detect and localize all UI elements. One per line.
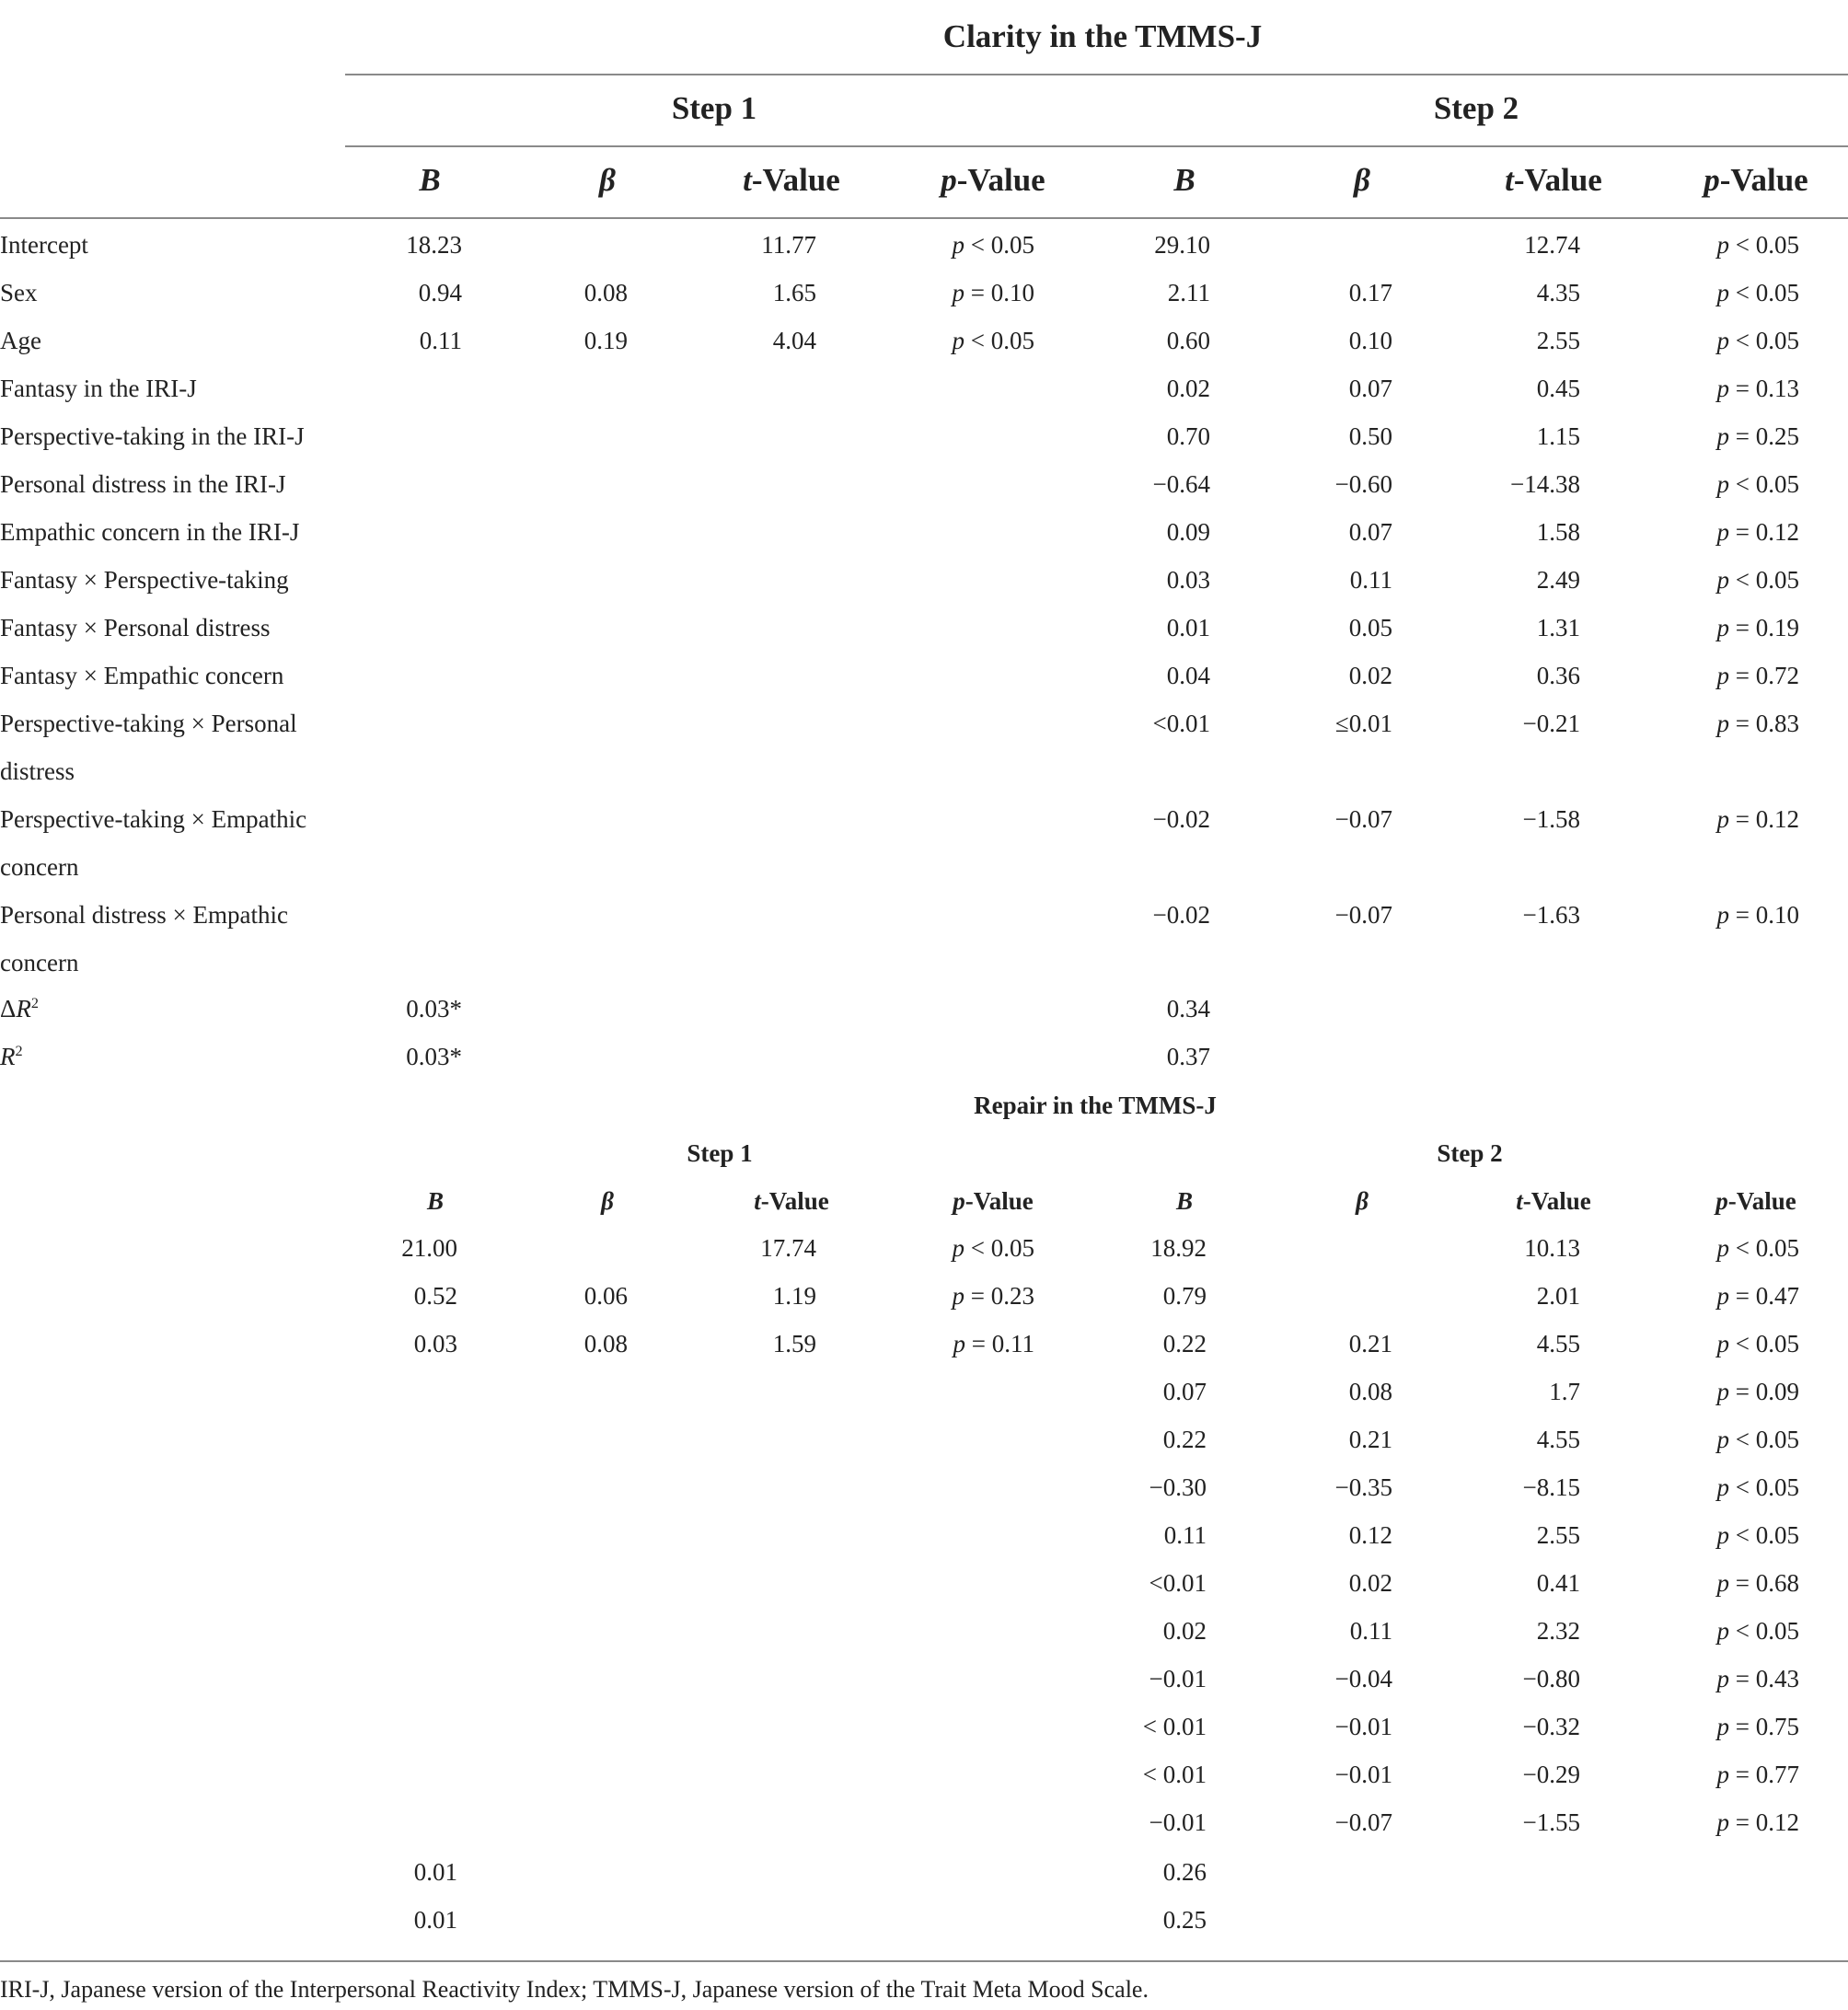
- repair-cell-s2-beta: 0.21: [1348, 1330, 1392, 1357]
- repair-cell-s2-p-value: p = 0.75: [1716, 1713, 1799, 1740]
- clarity-cell-s1-p-value: p < 0.05: [952, 231, 1034, 259]
- repair-cell-s1-b: 21.00: [401, 1234, 457, 1262]
- repair-cell-s2-p-value: p = 0.68: [1716, 1569, 1799, 1597]
- col-header-b: B: [1173, 162, 1195, 198]
- repair-cell-s2-b: 0.07: [1162, 1378, 1207, 1405]
- clarity-row-label: Personal distress in the IRI-J: [0, 470, 286, 498]
- repair-cell-s2-b: 18.92: [1150, 1234, 1207, 1262]
- clarity-cell-s2-p-value: p < 0.05: [1716, 327, 1799, 354]
- header-rule: [345, 74, 1848, 75]
- repair-delta-r2-step2: 0.26: [1162, 1858, 1207, 1886]
- clarity-cell-s2-beta: 0.05: [1348, 614, 1392, 641]
- clarity-cell-s2-b: 0.04: [1166, 662, 1210, 689]
- clarity-cell-s2-b: 0.01: [1166, 614, 1210, 641]
- clarity-cell-s2-b: 2.11: [1167, 279, 1210, 306]
- repair-cell-s2-t-value: 2.32: [1536, 1617, 1580, 1645]
- clarity-cell-s2-t-value: 1.15: [1536, 422, 1580, 450]
- clarity-cell-s1-b: 18.23: [406, 231, 462, 259]
- clarity-cell-s1-p-value: p < 0.05: [952, 327, 1034, 354]
- repair-r2-step2: 0.25: [1162, 1906, 1207, 1934]
- repair-cell-s2-b: < 0.01: [1142, 1713, 1207, 1740]
- clarity-row-label-continued: distress: [0, 757, 75, 785]
- clarity-row-label: Personal distress × Empathic: [0, 901, 288, 929]
- repair-cell-s1-t-value: 1.19: [772, 1282, 816, 1310]
- repair-cell-s2-b: 0.79: [1162, 1282, 1207, 1310]
- clarity-cell-s2-b: 0.03: [1166, 566, 1210, 594]
- clarity-step2-label: Step 2: [1433, 90, 1519, 126]
- clarity-cell-s2-p-value: p = 0.25: [1716, 422, 1799, 450]
- col-header-beta: β: [1354, 162, 1370, 198]
- clarity-cell-s1-p-value: p = 0.10: [952, 279, 1034, 306]
- repair-cell-s2-p-value: p < 0.05: [1716, 1473, 1799, 1501]
- col-header-p-value: p-Value: [941, 162, 1045, 198]
- header-rule: [0, 217, 1848, 219]
- clarity-delta-r2-step2: 0.34: [1166, 995, 1210, 1022]
- col-header-t-value: t-Value: [754, 1187, 829, 1215]
- clarity-row-label: Fantasy × Empathic concern: [0, 662, 284, 689]
- clarity-cell-s1-t-value: 1.65: [772, 279, 816, 306]
- clarity-cell-s2-b: 0.09: [1166, 518, 1210, 546]
- clarity-cell-s1-t-value: 11.77: [761, 231, 816, 259]
- clarity-row-label: Perspective-taking × Personal: [0, 710, 297, 737]
- repair-cell-s2-beta: −0.01: [1334, 1761, 1392, 1788]
- clarity-row-label: Sex: [0, 279, 38, 306]
- clarity-cell-s1-t-value: 4.04: [772, 327, 816, 354]
- repair-cell-s2-b: −0.01: [1149, 1808, 1207, 1836]
- clarity-cell-s2-b: −0.64: [1152, 470, 1210, 498]
- clarity-cell-s2-beta: 0.17: [1348, 279, 1392, 306]
- repair-step1-label: Step 1: [687, 1139, 753, 1167]
- repair-cell-s2-t-value: 4.55: [1536, 1426, 1580, 1453]
- clarity-row-label: Fantasy × Personal distress: [0, 614, 271, 641]
- clarity-cell-s2-b: −0.02: [1152, 901, 1210, 929]
- clarity-cell-s2-p-value: p = 0.12: [1716, 805, 1799, 833]
- repair-cell-s2-beta: −0.04: [1334, 1665, 1392, 1692]
- repair-cell-s1-beta: 0.08: [583, 1330, 628, 1357]
- repair-cell-s2-p-value: p = 0.77: [1716, 1761, 1799, 1788]
- repair-cell-s2-p-value: p = 0.09: [1716, 1378, 1799, 1405]
- clarity-cell-s2-b: 29.10: [1154, 231, 1210, 259]
- clarity-cell-s2-t-value: −1.58: [1522, 805, 1580, 833]
- repair-cell-s2-b: 0.22: [1162, 1330, 1207, 1357]
- repair-cell-s2-b: 0.02: [1162, 1617, 1207, 1645]
- clarity-cell-s2-beta: ≤0.01: [1334, 710, 1392, 737]
- clarity-delta-r2-step1: 0.03*: [406, 995, 462, 1022]
- clarity-cell-s2-beta: −0.07: [1334, 901, 1392, 929]
- repair-cell-s2-p-value: p < 0.05: [1716, 1521, 1799, 1549]
- clarity-cell-s2-t-value: 0.36: [1536, 662, 1580, 689]
- clarity-cell-s2-p-value: p = 0.83: [1716, 710, 1799, 737]
- repair-cell-s2-t-value: −0.32: [1522, 1713, 1580, 1740]
- repair-cell-s2-p-value: p = 0.43: [1716, 1665, 1799, 1692]
- col-header-b: B: [419, 162, 441, 198]
- clarity-r2-step2: 0.37: [1166, 1043, 1210, 1070]
- clarity-cell-s2-p-value: p = 0.72: [1716, 662, 1799, 689]
- clarity-cell-s2-b: <0.01: [1152, 710, 1210, 737]
- repair-cell-s2-b: < 0.01: [1142, 1761, 1207, 1788]
- repair-r2-step1: 0.01: [413, 1906, 457, 1934]
- repair-cell-s2-beta: 0.02: [1348, 1569, 1392, 1597]
- repair-cell-s2-beta: 0.21: [1348, 1426, 1392, 1453]
- clarity-cell-s2-t-value: 1.31: [1536, 614, 1580, 641]
- repair-cell-s2-t-value: 1.7: [1549, 1378, 1580, 1405]
- clarity-cell-s2-p-value: p = 0.19: [1716, 614, 1799, 641]
- clarity-cell-s2-p-value: p < 0.05: [1716, 279, 1799, 306]
- col-header-t-value: t-Value: [1516, 1187, 1591, 1215]
- clarity-cell-s1-b: 0.11: [419, 327, 462, 354]
- clarity-cell-s2-beta: 0.11: [1349, 566, 1392, 594]
- clarity-cell-s1-beta: 0.19: [583, 327, 628, 354]
- col-header-p-value: p-Value: [953, 1187, 1034, 1215]
- clarity-cell-s2-beta: −0.60: [1334, 470, 1392, 498]
- repair-cell-s2-b: 0.22: [1162, 1426, 1207, 1453]
- repair-cell-s1-p-value: p < 0.05: [952, 1234, 1034, 1262]
- r2-label: $R^2$: [0, 1043, 23, 1070]
- repair-cell-s2-t-value: 10.13: [1524, 1234, 1580, 1262]
- clarity-cell-s2-beta: 0.10: [1348, 327, 1392, 354]
- repair-cell-s2-p-value: p = 0.12: [1716, 1808, 1799, 1836]
- footer-rule: [0, 1960, 1848, 1962]
- repair-cell-s2-t-value: 2.01: [1536, 1282, 1580, 1310]
- col-header-beta: β: [601, 1187, 614, 1215]
- clarity-cell-s2-t-value: 2.55: [1536, 327, 1580, 354]
- delta-r2-label: $\Delta R^2$: [0, 995, 39, 1022]
- repair-cell-s1-beta: 0.06: [583, 1282, 628, 1310]
- repair-cell-s2-t-value: 0.41: [1536, 1569, 1580, 1597]
- repair-cell-s1-t-value: 1.59: [772, 1330, 816, 1357]
- col-header-b: B: [426, 1187, 445, 1215]
- repair-cell-s2-beta: −0.07: [1334, 1808, 1392, 1836]
- clarity-row-label: Age: [0, 327, 41, 354]
- repair-cell-s2-t-value: 2.55: [1536, 1521, 1580, 1549]
- clarity-row-label: Perspective-taking × Empathic: [0, 805, 307, 833]
- repair-cell-s1-b: 0.52: [413, 1282, 457, 1310]
- repair-cell-s2-t-value: −8.15: [1522, 1473, 1580, 1501]
- clarity-cell-s2-b: 0.02: [1166, 375, 1210, 402]
- clarity-cell-s2-t-value: −0.21: [1522, 710, 1580, 737]
- repair-cell-s2-beta: 0.08: [1348, 1378, 1392, 1405]
- col-header-p-value: p-Value: [1704, 162, 1808, 198]
- repair-cell-s2-p-value: p < 0.05: [1716, 1330, 1799, 1357]
- clarity-cell-s2-beta: 0.07: [1348, 518, 1392, 546]
- clarity-cell-s2-beta: −0.07: [1334, 805, 1392, 833]
- repair-cell-s2-beta: 0.12: [1348, 1521, 1392, 1549]
- clarity-cell-s2-beta: 0.07: [1348, 375, 1392, 402]
- repair-cell-s2-p-value: p < 0.05: [1716, 1234, 1799, 1262]
- clarity-row-label: Intercept: [0, 231, 88, 259]
- repair-cell-s2-b: −0.30: [1149, 1473, 1207, 1501]
- clarity-cell-s2-t-value: −1.63: [1522, 901, 1580, 929]
- col-header-t-value: t-Value: [743, 162, 840, 198]
- col-header-t-value: t-Value: [1505, 162, 1602, 198]
- clarity-cell-s2-p-value: p = 0.12: [1716, 518, 1799, 546]
- clarity-row-label: Perspective-taking in the IRI-J: [0, 422, 305, 450]
- clarity-cell-s2-p-value: p = 0.13: [1716, 375, 1799, 402]
- repair-cell-s2-b: 0.11: [1163, 1521, 1207, 1549]
- clarity-cell-s2-t-value: 1.58: [1536, 518, 1580, 546]
- repair-cell-s2-t-value: −1.55: [1522, 1808, 1580, 1836]
- clarity-r2-step1: 0.03*: [406, 1043, 462, 1070]
- footnote: IRI-J, Japanese version of the Interpersonal Reactivity Index; TMMS-J, Japanese version of the Trait Meta Mood Scale.: [0, 1976, 1149, 2003]
- repair-cell-s2-beta: 0.11: [1349, 1617, 1392, 1645]
- clarity-cell-s1-b: 0.94: [418, 279, 462, 306]
- repair-cell-s2-b: −0.01: [1149, 1665, 1207, 1692]
- col-header-beta: β: [1356, 1187, 1369, 1215]
- header-rule: [345, 145, 1848, 147]
- clarity-row-label: Fantasy in the IRI-J: [0, 375, 197, 402]
- clarity-cell-s2-t-value: 2.49: [1536, 566, 1580, 594]
- clarity-cell-s2-b: 0.60: [1166, 327, 1210, 354]
- col-header-beta: β: [599, 162, 616, 198]
- repair-cell-s2-p-value: p = 0.47: [1716, 1282, 1799, 1310]
- repair-cell-s2-b: <0.01: [1149, 1569, 1207, 1597]
- repair-cell-s1-b: 0.03: [413, 1330, 457, 1357]
- repair-cell-s2-t-value: −0.80: [1522, 1665, 1580, 1692]
- clarity-cell-s2-beta: 0.50: [1348, 422, 1392, 450]
- clarity-cell-s2-b: 0.70: [1166, 422, 1210, 450]
- repair-cell-s1-p-value: p = 0.23: [952, 1282, 1034, 1310]
- clarity-cell-s2-p-value: p < 0.05: [1716, 470, 1799, 498]
- clarity-cell-s2-p-value: p = 0.10: [1716, 901, 1799, 929]
- col-header-b: B: [1175, 1187, 1194, 1215]
- repair-cell-s2-beta: −0.01: [1334, 1713, 1392, 1740]
- clarity-cell-s1-beta: 0.08: [583, 279, 628, 306]
- repair-step2-label: Step 2: [1437, 1139, 1503, 1167]
- repair-cell-s1-p-value: p = 0.11: [953, 1330, 1034, 1357]
- repair-cell-s2-beta: −0.35: [1334, 1473, 1392, 1501]
- clarity-row-label-continued: concern: [0, 853, 79, 881]
- repair-cell-s2-t-value: 4.55: [1536, 1330, 1580, 1357]
- clarity-section-title: Clarity in the TMMS-J: [942, 18, 1263, 54]
- repair-cell-s1-t-value: 17.74: [760, 1234, 816, 1262]
- repair-section-title: Repair in the TMMS-J: [974, 1092, 1217, 1119]
- clarity-cell-s2-t-value: 4.35: [1536, 279, 1580, 306]
- repair-cell-s2-p-value: p < 0.05: [1716, 1617, 1799, 1645]
- clarity-cell-s2-t-value: −14.38: [1510, 470, 1580, 498]
- repair-cell-s2-t-value: −0.29: [1522, 1761, 1580, 1788]
- clarity-cell-s2-p-value: p < 0.05: [1716, 566, 1799, 594]
- repair-cell-s2-p-value: p < 0.05: [1716, 1426, 1799, 1453]
- clarity-row-label: Empathic concern in the IRI-J: [0, 518, 300, 546]
- repair-delta-r2-step1: 0.01: [413, 1858, 457, 1886]
- clarity-cell-s2-t-value: 12.74: [1524, 231, 1580, 259]
- clarity-cell-s2-b: −0.02: [1152, 805, 1210, 833]
- clarity-cell-s2-t-value: 0.45: [1536, 375, 1580, 402]
- clarity-row-label-continued: concern: [0, 949, 79, 976]
- clarity-step1-label: Step 1: [671, 90, 757, 126]
- clarity-row-label: Fantasy × Perspective-taking: [0, 566, 289, 594]
- col-header-p-value: p-Value: [1715, 1187, 1796, 1215]
- clarity-cell-s2-beta: 0.02: [1348, 662, 1392, 689]
- clarity-cell-s2-p-value: p < 0.05: [1716, 231, 1799, 259]
